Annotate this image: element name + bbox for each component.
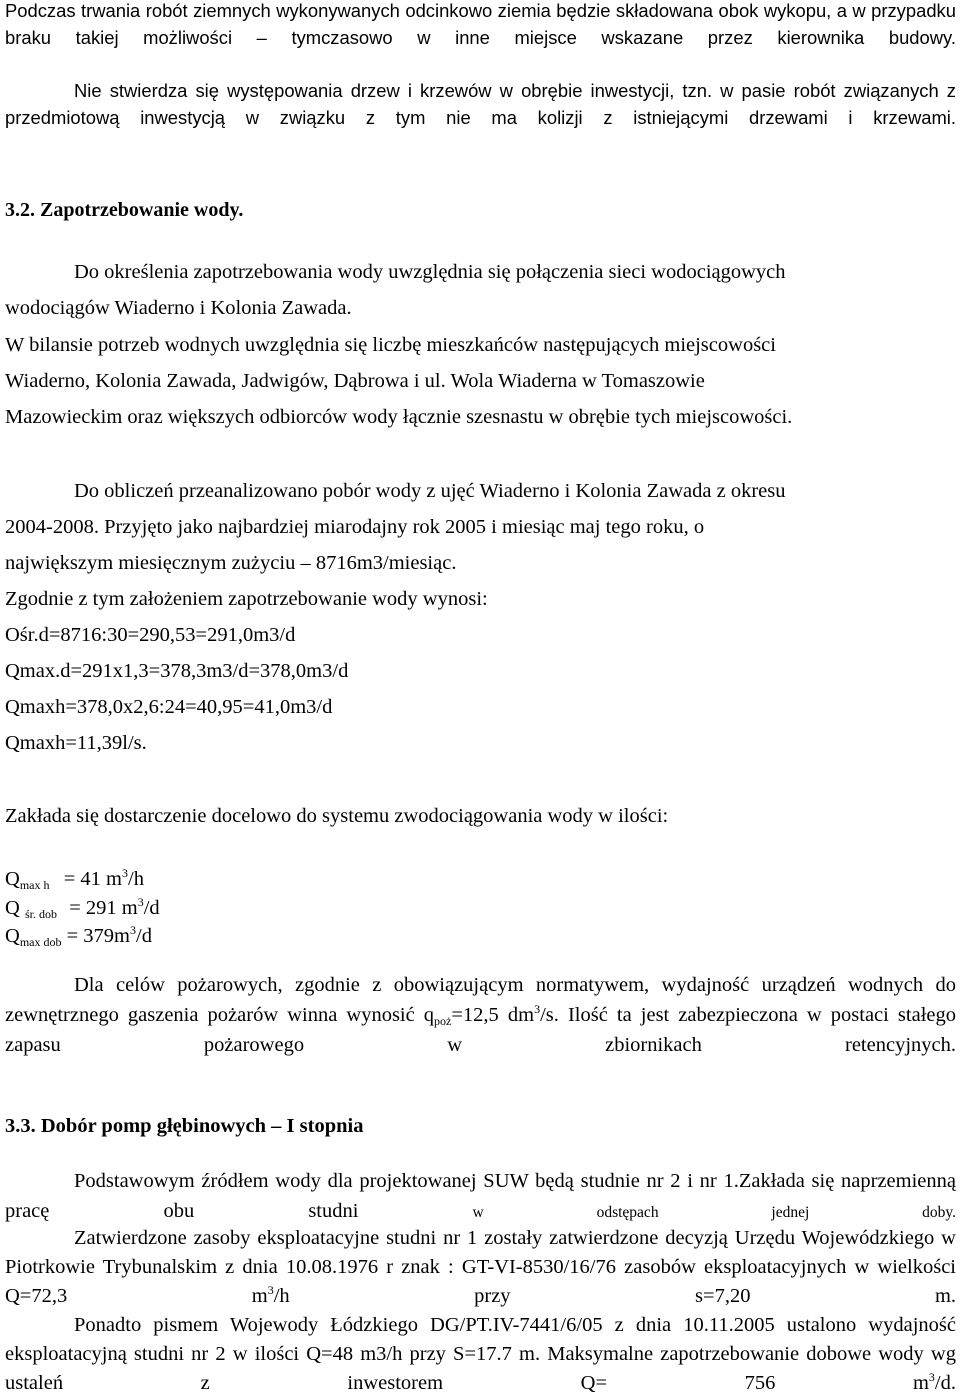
heading-3-3: 3.3. Dobór pomp głębinowych – I stopnia [5,1115,364,1137]
q-value: = 41 m [63,868,122,890]
paragraph-capacity [5,1311,956,1398]
paragraph-balance-line-2: Wiaderno, Kolonia Zawada, Jadwigów, Dąbrowa i ul. Wola Wiaderna w Tomaszowie [5,370,705,392]
formula-q-max-hour: Qmaxh=378,0x2,6:24=40,95=41,0m3/d [5,696,333,718]
paragraph-analysis-line-2: 2004-2008. Przyjęto jako najbardziej miarodajny rok 2005 i miesiąc maj tego roku, o [5,516,705,538]
q-unit: /d [143,897,160,919]
q-symbol: Q [5,897,20,919]
paragraph-trees-text: Nie stwierdza się występowania drzew i krzewów w obrębie inwestycji, tzn. w pasie robót związanych z przedmiotową inwestycją w związku z tym nie ma kolizji z istniejącymi drzewami i krzewami. [5,80,956,128]
paragraph-balance-line-3: Mazowieckim oraz większych odbiorców wody łącznie szesnastu w obrębie tych miejscowości. [5,406,793,428]
paragraph-capacity-sup: 3 [928,1370,935,1384]
formula-q-max-hour-ls: Qmaxh=11,39l/s. [5,732,147,754]
paragraph-water-demand-line-1: Do określenia zapotrzebowania wody uwzględnia się połączenia sieci wodociągowych [74,261,786,283]
formula-q-avg-day: Ośr.d=8716:30=290,53=291,0m3/d [5,624,296,646]
q-value: = 379m [66,925,130,947]
paragraph-water-demand-line-2: wodociągów Wiaderno i Kolonia Zawada. [5,297,352,319]
q-symbol: Q [5,868,20,890]
heading-3-2: 3.2. Zapotrzebowanie wody. [5,199,244,221]
paragraph-earthworks [5,0,956,51]
paragraph-fire-text-c: /s. Ilość ta jest zabezpieczona w postaci stałego zapasu pożarowego w zbiornikach retencyjnych. [5,1004,956,1056]
paragraph-trees [5,77,956,131]
paragraph-analysis-line-3: największym miesięcznym zużyciu – 8716m3/miesiąc. [5,552,457,574]
paragraph-fire [5,970,956,1060]
paragraph-capacity-text-b: /d. [934,1372,956,1394]
q-unit: /h [128,868,144,890]
paragraph-analysis-line-1: Do obliczeń przeanalizowano pobór wody z ujęć Wiaderno i Kolonia Zawada z okresu [74,480,786,502]
formula-q-max-day: Qmax.d=291x1,3=378,3m3/d=378,0m3/d [5,660,349,682]
q-value: = 291 m [69,897,138,919]
paragraph-supply: Zakłada się dostarczenie docelowo do systemu zwodociągowania wody w ilości: [5,805,669,827]
paragraph-wells [5,1166,956,1228]
paragraph-fire-sub: poż [434,1014,452,1028]
paragraph-earthworks-text: Podczas trwania robót ziemnych wykonywanych odcinkowo ziemia będzie składowana obok wykopu, a w przypadku braku takiej możliwości – tymczasowo w inne miejsce wskazane przez kierownika budowy. [5,0,956,48]
paragraph-wells-text: Podstawowym źródłem wody dla projektowanej SUW będą studnie nr 2 i nr 1.Zakłada się naprzemienną pracę obu studni [5,1170,956,1222]
q-superscript: 3 [122,866,128,880]
paragraph-resources-text-b: /h przy s=7,20 m. [273,1285,957,1307]
paragraph-fire-text-a: Dla celów pożarowych, zgodnie z obowiązującym normatywem, wydajność urządzeń wodnych do zewnętrznego gaszenia pożarów winna wynosić q [5,974,956,1026]
paragraph-resources [5,1224,956,1311]
paragraph-fire-sup: 3 [534,1002,541,1016]
q-subscript: śr. dob [24,907,57,921]
paragraph-assumption: Zgodnie z tym założeniem zapotrzebowanie wody wynosi: [5,588,488,610]
q-superscript: 3 [137,895,144,909]
paragraph-balance-line-1: W bilansie potrzeb wodnych uwzględnia się liczbę mieszkańców następujących miejscowości [5,334,776,356]
paragraph-fire-text-b: =12,5 dm [451,1004,535,1026]
q-superscript: 3 [130,923,136,937]
q-unit: /d [136,925,152,947]
q-subscript: max dob [19,935,62,949]
q-subscript: max h [19,878,50,892]
paragraph-resources-text-a: Zatwierdzone zasoby eksploatacyjne studni nr 1 zostały zatwierdzone decyzją Urzędu Wojewódzkiego w Piotrkowie Trybunalskim z dnia 10.08.1976 r znak : GT-VI-8530/16/76 zasobów eksploatacyjnych w wielkości Q=72,3 m [5,1227,956,1307]
paragraph-capacity-text-a: Ponadto pismem Wojewody Łódzkiego DG/PT.IV-7441/6/05 z dnia 10.11.2005 ustalono wydajność eksploatacyjną studni nr 2 w ilości Q=48 m3/h przy S=17.7 m. Maksymalne zapotrzebowanie dobowe wody wg ustaleń z inwestorem Q= 756 m [5,1314,956,1394]
paragraph-wells-small: w odstępach jednej doby. [472,1204,956,1221]
q-symbol: Q [5,925,20,947]
paragraph-resources-sup: 3 [267,1283,274,1297]
q-max-day [5,917,152,955]
